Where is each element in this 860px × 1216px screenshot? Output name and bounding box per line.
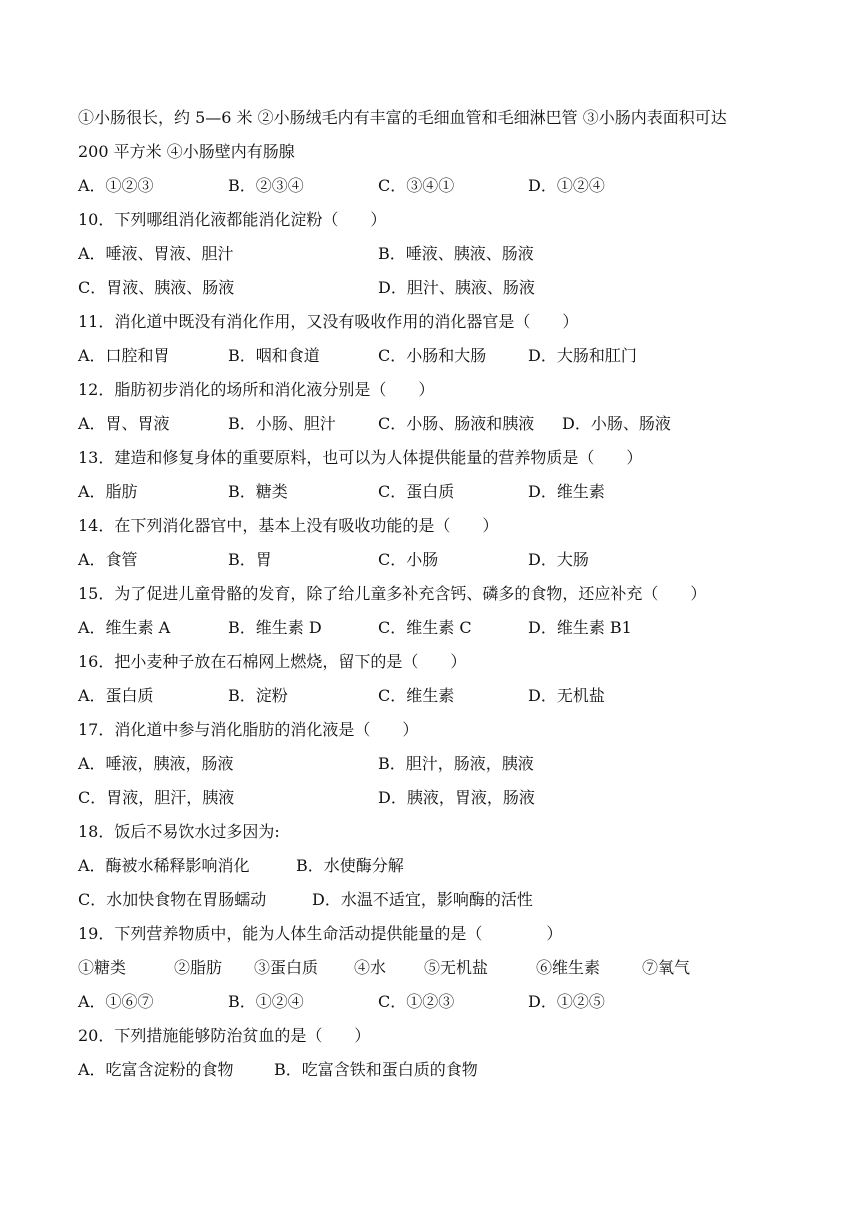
question-13: 13．建造和修复身体的重要原料，也可以为人体提供能量的营养物质是（ ） bbox=[78, 448, 643, 467]
question-19: 19．下列营养物质中，能为人体生命活动提供能量的是（ ） bbox=[78, 924, 563, 943]
option-d: D．大肠 bbox=[528, 550, 589, 569]
option-d: D．①②⑤ bbox=[528, 992, 605, 1011]
option-a: A．唾液，胰液，肠液 bbox=[78, 754, 234, 773]
option-b: B．唾液、胰液、肠液 bbox=[378, 244, 534, 263]
option-b: B．吃富含铁和蛋白质的食物 bbox=[274, 1060, 478, 1079]
question-14: 14．在下列消化器官中，基本上没有吸收功能的是（ ） bbox=[78, 516, 499, 535]
option-c: C．①②③ bbox=[378, 992, 455, 1011]
option-a: A．①⑥⑦ bbox=[78, 992, 154, 1011]
question-18: 18．饭后不易饮水过多因为: bbox=[78, 822, 280, 841]
question-12: 12．脂肪初步消化的场所和消化液分别是（ ） bbox=[78, 380, 435, 399]
option-d: D．①②④ bbox=[528, 176, 605, 195]
option-b: B．①②④ bbox=[228, 992, 304, 1011]
option-c: C．小肠 bbox=[378, 550, 439, 569]
option-d: D．胰液，胃液，肠液 bbox=[378, 788, 535, 807]
option-d: D．小肠、肠液 bbox=[562, 414, 671, 433]
item-6: ⑥维生素 bbox=[536, 958, 601, 977]
question-9-statement-line-2: 200 平方米 ④小肠壁内有肠腺 bbox=[78, 142, 295, 161]
option-b: B．水使酶分解 bbox=[296, 856, 404, 875]
option-a: A．脂肪 bbox=[78, 482, 138, 501]
option-d: D．胆汁、胰液、肠液 bbox=[378, 278, 535, 297]
question-17: 17．消化道中参与消化脂肪的消化液是（ ） bbox=[78, 720, 419, 739]
option-b: B．②③④ bbox=[228, 176, 304, 195]
option-a: A．唾液、胃液、胆汁 bbox=[78, 244, 234, 263]
option-b: B．淀粉 bbox=[228, 686, 288, 705]
question-15: 15．为了促进儿童骨骼的发育，除了给儿童多补充含钙、磷多的食物，还应补充（ ） bbox=[78, 584, 707, 603]
option-a: A．吃富含淀粉的食物 bbox=[78, 1060, 234, 1079]
option-d: D．维生素 bbox=[528, 482, 605, 501]
option-a: A．口腔和胃 bbox=[78, 346, 170, 365]
option-b: B．胆汁，肠液，胰液 bbox=[378, 754, 534, 773]
item-2: ②脂肪 bbox=[174, 958, 223, 977]
option-d: D．维生素 B1 bbox=[528, 618, 632, 637]
option-a: A．胃、胃液 bbox=[78, 414, 170, 433]
option-a: A．食管 bbox=[78, 550, 138, 569]
option-c: C．胃液，胆汗，胰液 bbox=[78, 788, 235, 807]
option-c: C．水加快食物在胃肠蠕动 bbox=[78, 890, 267, 909]
option-d: D．无机盐 bbox=[528, 686, 605, 705]
option-c: C．小肠、肠液和胰液 bbox=[378, 414, 535, 433]
question-9-statement-line-1: ①小肠很长，约 5—6 米 ②小肠绒毛内有丰富的毛细血管和毛细淋巴管 ③小肠内表面积可达 bbox=[78, 108, 727, 127]
option-c: C．维生素 bbox=[378, 686, 455, 705]
question-11: 11．消化道中既没有消化作用，又没有吸收作用的消化器官是（ ） bbox=[78, 312, 579, 331]
item-5: ⑤无机盐 bbox=[424, 958, 489, 977]
option-b: B．胃 bbox=[228, 550, 272, 569]
option-d: D．大肠和肛门 bbox=[528, 346, 637, 365]
option-b: B．糖类 bbox=[228, 482, 288, 501]
question-16: 16．把小麦种子放在石棉网上燃烧，留下的是（ ） bbox=[78, 652, 467, 671]
option-a: A．①②③ bbox=[78, 176, 154, 195]
option-a: A．维生素 A bbox=[78, 618, 171, 637]
item-7: ⑦氧气 bbox=[642, 958, 691, 977]
option-c: C．蛋白质 bbox=[378, 482, 455, 501]
question-10: 10．下列哪组消化液都能消化淀粉（ ） bbox=[78, 210, 387, 229]
item-3: ③蛋白质 bbox=[254, 958, 319, 977]
option-d: D．水温不适宜，影响酶的活性 bbox=[312, 890, 533, 909]
option-a: A．蛋白质 bbox=[78, 686, 154, 705]
option-c: C．胃液、胰液、肠液 bbox=[78, 278, 235, 297]
option-b: B．维生素 D bbox=[228, 618, 322, 637]
option-a: A．酶被水稀释影响消化 bbox=[78, 856, 250, 875]
item-4: ④水 bbox=[354, 958, 387, 977]
option-c: C．小肠和大肠 bbox=[378, 346, 487, 365]
option-c: C．③④① bbox=[378, 176, 455, 195]
question-20: 20．下列措施能够防治贫血的是（ ） bbox=[78, 1026, 371, 1045]
item-1: ①糖类 bbox=[78, 958, 127, 977]
option-b: B．小肠、胆汁 bbox=[228, 414, 336, 433]
option-b: B．咽和食道 bbox=[228, 346, 320, 365]
option-c: C．维生素 C bbox=[378, 618, 472, 637]
